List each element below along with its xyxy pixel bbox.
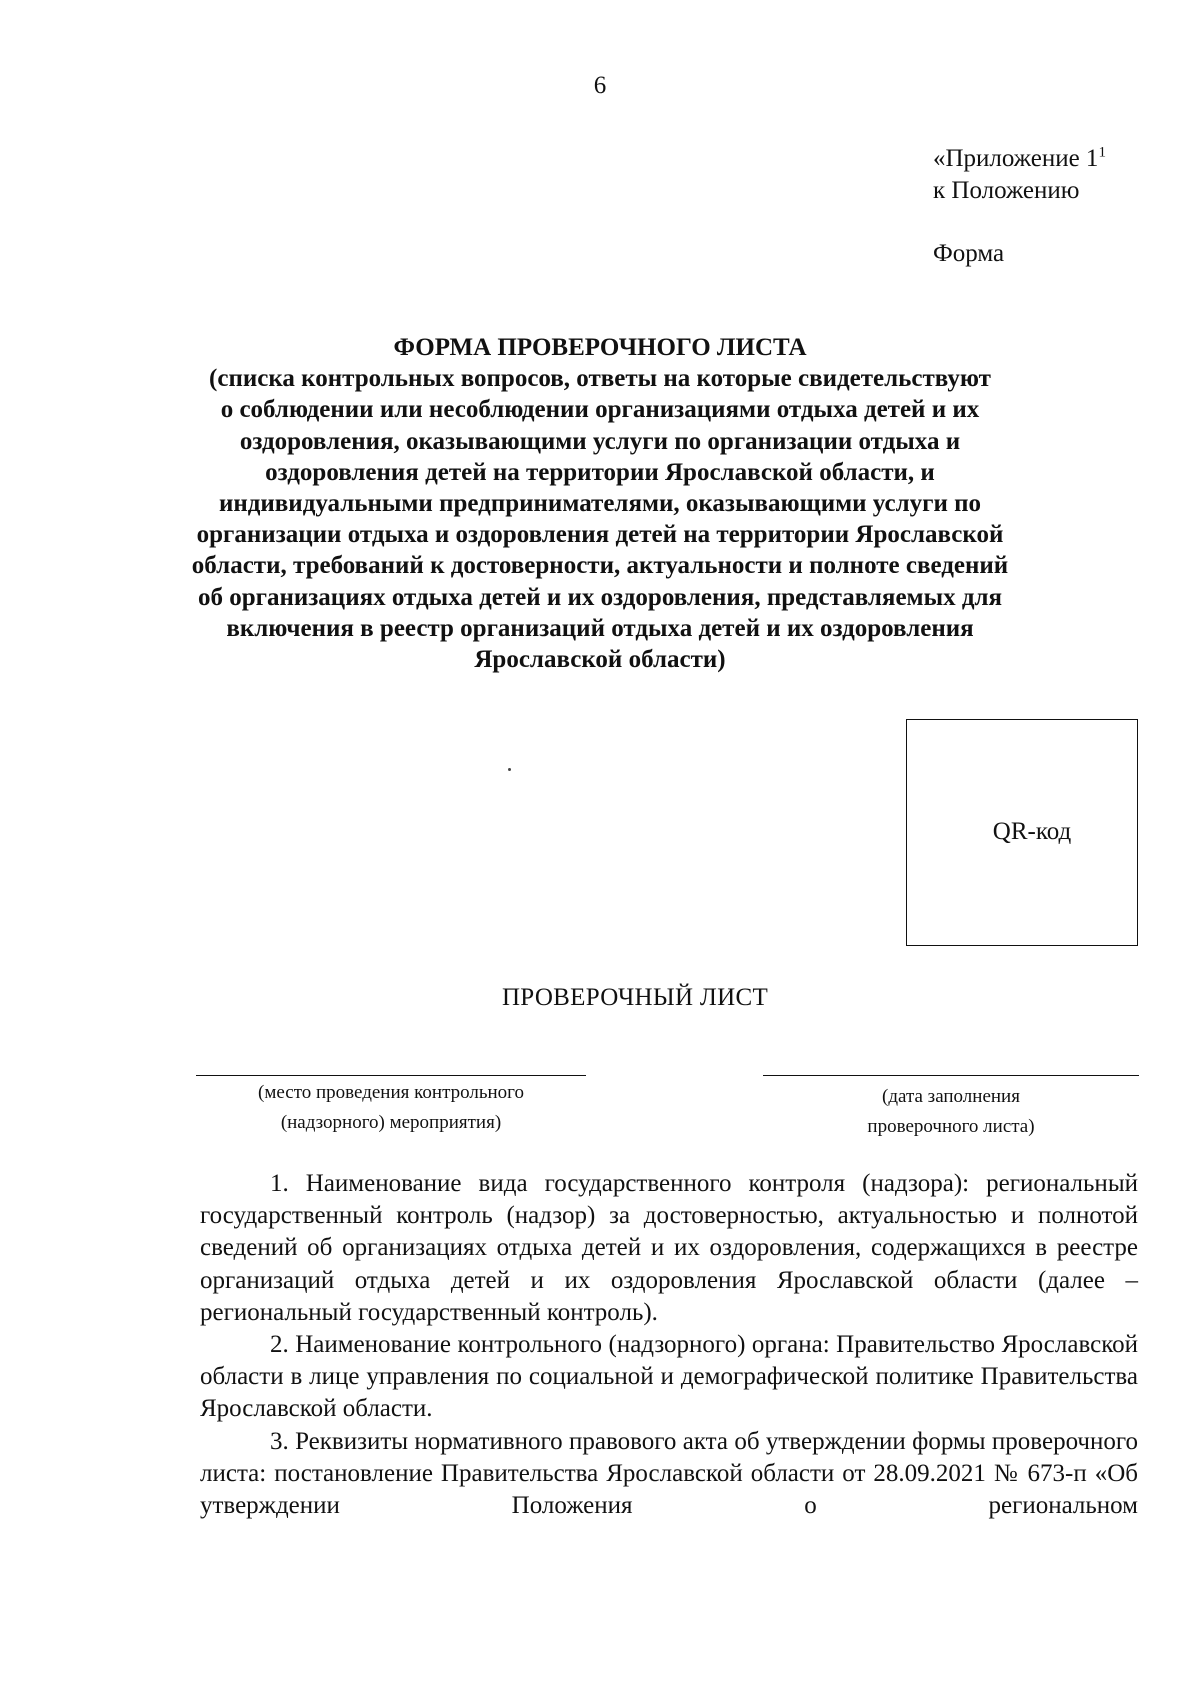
place-caption bbox=[196, 1078, 586, 1138]
appendix-line-2: к Положению bbox=[933, 177, 1080, 204]
body-text bbox=[200, 1168, 1138, 1522]
title-line: оздоровления детей на территории Ярославской области, и bbox=[265, 458, 935, 486]
appendix-title: «Приложение 1 bbox=[933, 145, 1099, 172]
qr-code-placeholder bbox=[906, 719, 1138, 946]
title-line: индивидуальными предпринимателями, оказывающими услуги по bbox=[218, 490, 982, 518]
appendix-reference bbox=[933, 143, 1106, 207]
title-line: о соблюдении или несоблюдении организациями отдыха детей и их bbox=[220, 396, 980, 424]
paragraph-control-type: 1. Наименование вида государственного контроля (надзора): региональный государственный контроль (надзор) за достоверностью, актуальностью и полнотой сведений об организациях отдыха детей и их оздоровления, содержащихся в реестре организаций отдыха детей и их оздоровления Ярославской области (далее – региональный государственный контроль). bbox=[200, 1170, 1138, 1326]
checklist-heading: ПРОВЕРОЧНЫЙ ЛИСТ bbox=[501, 984, 769, 1011]
scan-speck bbox=[508, 768, 511, 771]
title-line: области, требований к достоверности, актуальности и полноте сведений bbox=[191, 552, 1009, 580]
place-caption-line: (место проведения контрольного bbox=[258, 1082, 524, 1103]
paragraph-control-body: 2. Наименование контрольного (надзорного) органа: Правительство Ярославской области в лице управления по социальной и демографической политике Правительства Ярославской области. bbox=[200, 1331, 1138, 1423]
place-input-line bbox=[196, 1075, 586, 1076]
paragraph-legal-act: 3. Реквизиты нормативного правового акта об утверждении формы проверочного листа: постановление Правительства Ярославской области от 28.09.2021 № 673-п «Об утверждении Положения о региональном bbox=[200, 1427, 1138, 1520]
appendix-superscript: 1 bbox=[1098, 144, 1106, 161]
date-caption-line: проверочного листа) bbox=[867, 1116, 1035, 1137]
title-line: (списка контрольных вопросов, ответы на которые свидетельствуют bbox=[209, 365, 991, 393]
document-title bbox=[160, 332, 1040, 675]
title-line: ФОРМА ПРОВЕРОЧНОГО ЛИСТА bbox=[393, 334, 807, 361]
appendix-line-1 bbox=[933, 143, 1106, 175]
title-line: Ярославской области) bbox=[474, 646, 726, 674]
place-caption-line: (надзорного) мероприятия) bbox=[280, 1112, 502, 1133]
title-line: оздоровления, оказывающими услуги по организации отдыха и bbox=[239, 427, 961, 455]
date-caption bbox=[763, 1082, 1139, 1142]
date-caption-line: (дата заполнения bbox=[882, 1086, 1020, 1107]
title-line: об организациях отдыха детей и их оздоровления, представляемых для bbox=[197, 583, 1003, 611]
title-line: включения в реестр организаций отдыха детей и их оздоровления bbox=[226, 614, 974, 642]
qr-code-label: QR-код bbox=[992, 818, 1072, 845]
page-number: 6 bbox=[593, 72, 607, 99]
title-line: организации отдыха и оздоровления детей на территории Ярославской bbox=[196, 521, 1004, 549]
form-label: Форма bbox=[933, 240, 1005, 267]
date-input-line bbox=[763, 1075, 1139, 1076]
